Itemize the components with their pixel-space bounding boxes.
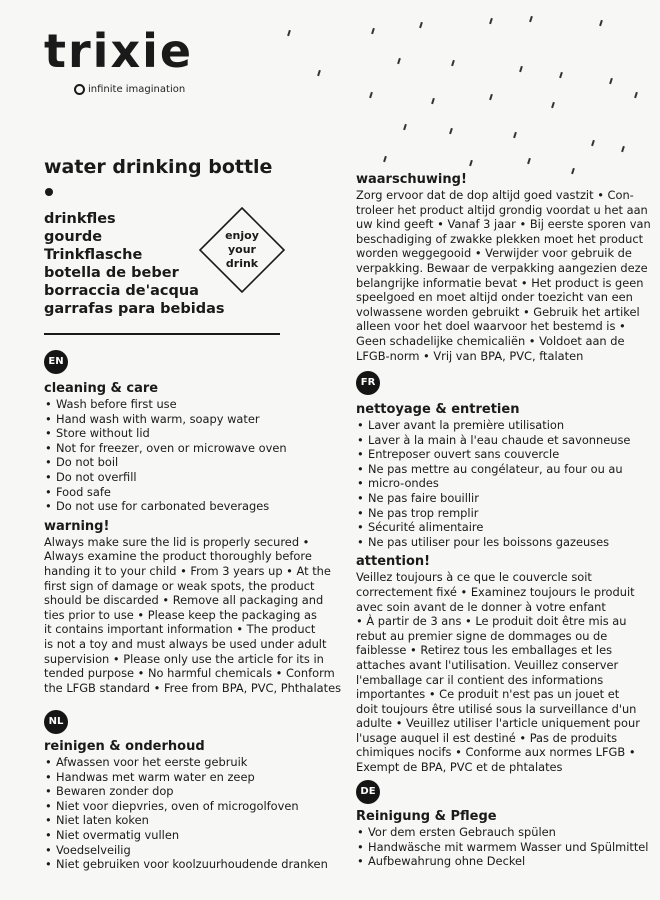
product-name: gourde — [44, 229, 103, 245]
tick-mark — [317, 70, 320, 76]
list-item: • Wash before first use — [44, 397, 334, 412]
tick-mark — [431, 98, 434, 104]
tick-mark — [529, 16, 532, 22]
warning-line: chimiques nocifs • Conforme aux normes LFGB • — [356, 745, 636, 760]
list-item: • Niet laten koken — [44, 813, 334, 828]
product-name: Trinkflasche — [44, 247, 143, 263]
care-list — [356, 418, 652, 549]
tick-mark — [403, 124, 406, 130]
warning-line: LFGB-norm • Vrij van BPA, PVC, ftalaten — [356, 348, 584, 363]
list-item: • Handwas met warm water en zeep — [44, 770, 334, 785]
care-heading: reinigen & onderhoud — [44, 739, 205, 754]
care-list — [44, 397, 334, 514]
tick-mark — [609, 78, 612, 84]
list-item: • Do not boil — [44, 455, 334, 470]
list-item: • Bewaren zonder dop — [44, 784, 334, 799]
list-item: • Afwassen voor het eerste gebruik — [44, 755, 334, 770]
list-item-continued: • micro-ondes — [356, 476, 652, 491]
product-name: drinkfles — [44, 211, 116, 227]
care-heading: cleaning & care — [44, 381, 159, 396]
warning-line: rebut au premier signe de dommages ou de — [356, 628, 608, 643]
warning-line: Geen schadelijke chemicaliën • Voldoet aan de — [356, 333, 625, 348]
circle-icon — [74, 84, 85, 95]
warning-heading: waarschuwing! — [356, 172, 467, 187]
badge-line: your — [228, 243, 256, 256]
warning-line: worden weggegooid • Verwijder voor gebruik de — [356, 246, 632, 261]
warning-line: uw kind geeft • Vanaf 3 jaar • Bij eerste sporen van — [356, 217, 651, 232]
list-item: • Entreposer ouvert sans couvercle — [356, 447, 652, 462]
product-title: water drinking bottle — [44, 156, 273, 178]
list-item: • Hand wash with warm, soapy water — [44, 412, 334, 427]
list-item: • Vor dem ersten Gebrauch spülen — [356, 825, 652, 840]
tick-mark — [469, 160, 472, 166]
tick-mark — [419, 22, 422, 28]
warning-line: the LFGB standard • Free from BPA, PVC, Phthalates — [44, 680, 342, 695]
brand-tagline: infinite imagination — [88, 84, 186, 95]
language-badge-de: DE — [356, 780, 380, 804]
language-badge-en: EN — [44, 350, 68, 374]
tick-mark — [527, 158, 530, 164]
list-item: • Laver à la main à l'eau chaude et savonneuse — [356, 433, 652, 448]
language-badge-fr: FR — [356, 371, 380, 395]
section-nl-warning — [356, 172, 652, 363]
tick-mark — [621, 146, 624, 152]
warning-line: • À partir de 3 ans • Le produit doit être mis au — [356, 614, 627, 629]
badge-line: drink — [225, 257, 259, 270]
warning-line: handing it to your child • From 3 years up • At the — [44, 563, 331, 578]
warning-line: supervision • Please only use the article for its in — [44, 651, 324, 666]
warning-line: volwassene worden gebruikt • Gebruik het artikel — [356, 304, 640, 319]
tick-mark — [449, 128, 452, 134]
list-item: • Ne pas faire bouillir — [356, 491, 652, 506]
badge-line: enjoy — [225, 229, 259, 242]
warning-line: correctement fixé • Examinez toujours le produit — [356, 584, 635, 599]
enjoy-your-drink-badge — [197, 205, 287, 295]
list-item: • Niet gebruiken voor koolzuurhoudende dranken — [44, 857, 334, 872]
section-de — [356, 809, 652, 869]
care-heading: Reinigung & Pflege — [356, 809, 497, 824]
warning-line: ties prior to use • Please keep the packaging as — [44, 607, 317, 622]
warning-line: importantes • Ce produit n'est pas un jouet et — [356, 687, 620, 702]
warning-line: beschadiging of zwakke plekken moet het product — [356, 231, 644, 246]
section-fr — [356, 402, 652, 775]
list-item: • Ne pas utiliser pour les boissons gazeuses — [356, 535, 652, 550]
list-item: • Food safe — [44, 485, 334, 500]
warning-line: verpakking. Bewaar de verpakking aangezien deze — [356, 260, 648, 275]
warning-line: it contains important information • The product — [44, 622, 316, 637]
list-item: • Do not overfill — [44, 470, 334, 485]
list-item: • Laver avant la première utilisation — [356, 418, 652, 433]
tick-mark — [634, 92, 637, 98]
tick-mark — [397, 58, 400, 64]
tick-mark — [591, 140, 594, 146]
warning-line: avec soin avant de le donner à votre enfant — [356, 599, 606, 614]
language-badge-nl: NL — [44, 710, 68, 734]
tick-mark — [489, 18, 492, 24]
tick-mark — [383, 156, 386, 162]
warning-line: belangrijke informatie bevat • Het product is geen — [356, 275, 644, 290]
warning-heading: attention! — [356, 554, 431, 570]
warning-heading: warning! — [44, 518, 110, 534]
care-heading: nettoyage & entretien — [356, 402, 520, 417]
warning-line: l'emballage car il contient des informations — [356, 672, 604, 687]
care-list — [356, 825, 652, 869]
warning-line: Zorg ervoor dat de dop altijd goed vastzit • Con- — [356, 188, 634, 202]
warning-line: faiblesse • Retirez tous les emballages et les — [356, 643, 613, 658]
list-item: • Aufbewahrung ohne Deckel — [356, 854, 652, 869]
list-item: • Do not use for carbonated beverages — [44, 499, 334, 514]
divider — [44, 333, 280, 335]
list-item: • Niet overmatig vullen — [44, 828, 334, 843]
warning-line: is not a toy and must always be used under adult — [44, 636, 327, 651]
tick-mark — [451, 60, 454, 66]
list-item: • Ne pas trop remplir — [356, 506, 652, 521]
warning-line: troleer het product altijd grondig voordat u het aan — [356, 202, 648, 217]
bullet-icon — [45, 188, 53, 196]
tick-mark — [369, 92, 372, 98]
warning-line: l'usage auquel il est destiné • Pas de produits — [356, 730, 618, 745]
list-item: • Voedselveilig — [44, 843, 334, 858]
tick-mark — [513, 132, 516, 138]
warning-line: first sign of damage or weak spots, the product — [44, 578, 315, 593]
tick-mark — [489, 94, 492, 100]
warning-line: attaches avant l'utilisation. Veuillez conserver — [356, 657, 619, 672]
warning-line: Veillez toujours à ce que le couvercle soit — [356, 570, 592, 585]
list-item: • Sécurité alimentaire — [356, 520, 652, 535]
section-nl-care — [44, 739, 334, 872]
warning-line: Always make sure the lid is properly secured • — [44, 534, 310, 549]
product-name: botella de beber — [44, 265, 179, 281]
tick-mark — [371, 28, 374, 34]
warning-line: Exempt de BPA, PVC et de phtalates — [356, 760, 563, 775]
list-item: • Niet voor diepvries, oven of microgolfoven — [44, 799, 334, 814]
tick-mark — [287, 30, 290, 36]
warning-line: adulte • Veuillez utiliser l'article uniquement pour — [356, 716, 640, 731]
warning-line: alleen voor het doel waarvoor het bestemd is • — [356, 319, 626, 334]
warning-line: Always examine the product thoroughly before — [44, 549, 312, 564]
product-name: garrafas para bebidas — [44, 301, 225, 317]
warning-line: should be discarded • Remove all packaging and — [44, 593, 324, 608]
list-item: • Ne pas mettre au congélateur, au four ou au — [356, 462, 652, 477]
warning-line: doit toujours être utilisé sous la surveillance d'un — [356, 701, 637, 716]
care-list — [44, 755, 334, 872]
list-item: • Store without lid — [44, 426, 334, 441]
tick-mark — [519, 66, 522, 72]
product-name: borraccia de'acqua — [44, 283, 199, 299]
brand-logo: trixie — [44, 24, 194, 78]
tick-mark — [551, 102, 554, 108]
warning-line: speelgoed en moet altijd onder toezicht van een — [356, 290, 633, 305]
list-item: • Not for freezer, oven or microwave oven — [44, 441, 334, 456]
warning-line: tended purpose • No harmful chemicals • Conform — [44, 666, 335, 681]
tick-mark — [599, 20, 602, 26]
tick-mark — [559, 72, 562, 78]
section-en — [44, 381, 342, 695]
list-item: • Handwäsche mit warmem Wasser und Spülmittel — [356, 840, 652, 855]
